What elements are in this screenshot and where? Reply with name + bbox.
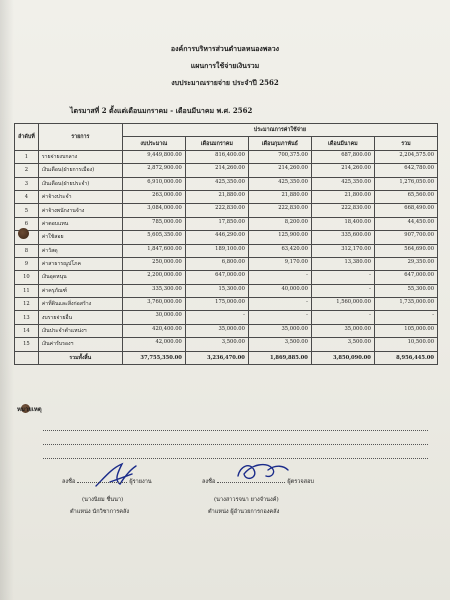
table-row: [15, 311, 438, 324]
row-total: 65,560.00: [374, 190, 437, 203]
row-item: เงินเดือน(ฝ่ายประจำ): [38, 177, 122, 190]
row-item: ค่าที่ดินและสิ่งก่อสร้าง: [38, 298, 122, 311]
row-march: -: [311, 311, 374, 324]
total-january: 3,236,470.00: [185, 351, 248, 364]
row-february: 222,830.00: [248, 204, 311, 217]
row-march: -: [311, 271, 374, 284]
row-item: ค่าจ้างประจำ: [38, 190, 122, 203]
row-february: 425,350.00: [248, 177, 311, 190]
table-row: [15, 338, 438, 351]
row-item: รายจ่ายงบกลาง: [38, 150, 122, 163]
row-total: 10,500.00: [374, 338, 437, 351]
row-item: ค่าตอบแทน: [38, 217, 122, 230]
row-no: 6: [15, 217, 39, 230]
table-row: [15, 231, 438, 244]
row-february: 214,260.00: [248, 164, 311, 177]
row-item: เงินอุดหนุน: [38, 271, 122, 284]
row-february: -: [248, 298, 311, 311]
row-total: 29,350.00: [374, 257, 437, 270]
table-row: [15, 204, 438, 217]
row-no: 12: [15, 298, 39, 311]
row-total: 642,780.00: [374, 164, 437, 177]
row-january: 6,800.00: [185, 257, 248, 270]
row-budget: 2,872,900.00: [122, 164, 185, 177]
row-january: 214,260.00: [185, 164, 248, 177]
total-no-cell: [15, 351, 39, 364]
row-item: ค่าวัสดุ: [38, 244, 122, 257]
row-february: 35,000.00: [248, 324, 311, 337]
right-sign-prefix: ลงชื่อ: [202, 479, 216, 485]
row-total: 55,300.00: [374, 284, 437, 297]
row-no: 8: [15, 244, 39, 257]
total-budget: 37,755,350.00: [122, 351, 185, 364]
row-budget: 3,084,000.00: [122, 204, 185, 217]
row-march: 425,350.00: [311, 177, 374, 190]
left-role: ผู้รายงาน: [129, 479, 152, 485]
row-february: 8,200.00: [248, 217, 311, 230]
table-row: [15, 217, 438, 230]
quarter-line: ไตรมาสที่ 2 ตั้งแต่เดือนมกราคม - เดือนมีนาคม พ.ศ. 2562: [70, 106, 253, 115]
row-january: 175,000.00: [185, 298, 248, 311]
left-signature-line: [62, 478, 152, 486]
row-february: 700,375.00: [248, 150, 311, 163]
row-february: 125,900.00: [248, 231, 311, 244]
row-budget: 9,449,800.00: [122, 150, 185, 163]
row-total: 105,000.00: [374, 324, 437, 337]
row-total: 2,204,575.00: [374, 150, 437, 163]
table-row: [15, 284, 438, 297]
document-header: [0, 40, 450, 91]
row-march: 335,600.00: [311, 231, 374, 244]
row-budget: 2,200,000.00: [122, 271, 185, 284]
row-item: งบรายจ่ายอื่น: [38, 311, 122, 324]
row-march: 18,400.00: [311, 217, 374, 230]
table-header-row: [15, 124, 438, 137]
row-january: 35,000.00: [185, 324, 248, 337]
table-row: [15, 177, 438, 190]
table-row: [15, 271, 438, 284]
table-row: [15, 298, 438, 311]
left-name: (นางนิยม ชื่นนา): [82, 497, 124, 503]
remark-line-2: [43, 444, 428, 445]
row-january: 446,290.00: [185, 231, 248, 244]
row-january: 21,880.00: [185, 190, 248, 203]
row-march: 1,560,000.00: [311, 298, 374, 311]
row-january: 189,100.00: [185, 244, 248, 257]
row-no: 13: [15, 311, 39, 324]
row-total: 564,690.00: [374, 244, 437, 257]
row-budget: 30,000.00: [122, 311, 185, 324]
row-no: 15: [15, 338, 39, 351]
table-row: [15, 324, 438, 337]
header-item: รายการ: [38, 124, 122, 151]
row-march: -: [311, 284, 374, 297]
row-total: 907,700.00: [374, 231, 437, 244]
table-body: [15, 150, 438, 351]
row-total: 44,450.00: [374, 217, 437, 230]
row-item: ค่าใช้สอย: [38, 231, 122, 244]
left-sign-dots: [77, 482, 127, 483]
row-total: 668,490.00: [374, 204, 437, 217]
header-no: ลำดับที่: [15, 124, 39, 151]
row-no: 11: [15, 284, 39, 297]
row-no: 2: [15, 164, 39, 177]
row-item: เงินค่ารับรองฯ: [38, 338, 122, 351]
row-january: 3,500.00: [185, 338, 248, 351]
total-march: 3,850,090.00: [311, 351, 374, 364]
right-role: ผู้ตรวจสอบ: [287, 479, 314, 485]
row-no: 4: [15, 190, 39, 203]
row-item: เงินประจำตำแหน่งฯ: [38, 324, 122, 337]
left-position: ตำแหน่ง นักวิชาการคลัง: [70, 509, 130, 515]
row-budget: 335,300.00: [122, 284, 185, 297]
row-budget: 3,760,000.00: [122, 298, 185, 311]
table-row: [15, 164, 438, 177]
header-budget: งบประมาณ: [122, 137, 185, 150]
row-march: 21,800.00: [311, 190, 374, 203]
row-january: -: [185, 311, 248, 324]
row-no: 1: [15, 150, 39, 163]
row-january: 17,850.00: [185, 217, 248, 230]
row-total: -: [374, 311, 437, 324]
row-february: 63,420.00: [248, 244, 311, 257]
row-total: 1,735,000.00: [374, 298, 437, 311]
row-no: 14: [15, 324, 39, 337]
right-sign-dots: [217, 482, 285, 483]
table-row: [15, 257, 438, 270]
header-february: เดือนกุมภาพันธ์: [248, 137, 311, 150]
row-no: 5: [15, 204, 39, 217]
left-sign-prefix: ลงชื่อ: [62, 479, 76, 485]
table-row: [15, 190, 438, 203]
table-row: [15, 244, 438, 257]
total-sum: 8,956,445.00: [374, 351, 437, 364]
row-budget: 420,400.00: [122, 324, 185, 337]
header-march: เดือนมีนาคม: [311, 137, 374, 150]
row-no: 3: [15, 177, 39, 190]
row-january: 816,400.00: [185, 150, 248, 163]
budget-table: [14, 123, 438, 365]
row-january: 647,000.00: [185, 271, 248, 284]
row-march: 312,170.00: [311, 244, 374, 257]
row-february: 3,500.00: [248, 338, 311, 351]
fiscal-year: งบประมาณรายจ่าย ประจำปี 2562: [171, 78, 279, 87]
row-budget: 263,000.00: [122, 190, 185, 203]
row-march: 222,830.00: [311, 204, 374, 217]
total-label: รวมทั้งสิ้น: [38, 351, 122, 364]
row-budget: 785,000.00: [122, 217, 185, 230]
right-position: ตำแหน่ง ผู้อำนวยการกองคลัง: [208, 509, 280, 515]
row-march: 13,380.00: [311, 257, 374, 270]
row-january: 15,300.00: [185, 284, 248, 297]
header-group: ประมาณการค่าใช้จ่าย: [122, 124, 437, 137]
row-february: -: [248, 271, 311, 284]
row-budget: 6,910,000.00: [122, 177, 185, 190]
right-name: (นางสาวรจนา ยางจำนงค์): [214, 497, 279, 503]
row-item: ค่าครุภัณฑ์: [38, 284, 122, 297]
punch-hole: [18, 228, 29, 239]
header-total: รวม: [374, 137, 437, 150]
row-january: 222,830.00: [185, 204, 248, 217]
row-item: ค่าสาธารณูปโภค: [38, 257, 122, 270]
row-march: 3,500.00: [311, 338, 374, 351]
row-february: -: [248, 311, 311, 324]
row-item: เงินเดือน(ฝ่ายการเมือง): [38, 164, 122, 177]
header-january: เดือนมกราคม: [185, 137, 248, 150]
row-march: 214,260.00: [311, 164, 374, 177]
total-row: [15, 351, 438, 364]
remarks-label: หมายเหตุ: [17, 406, 42, 413]
remark-line-1: [43, 430, 428, 431]
row-february: 9,170.00: [248, 257, 311, 270]
row-january: 425,350.00: [185, 177, 248, 190]
row-total: 1,276,050.00: [374, 177, 437, 190]
table-row: [15, 150, 438, 163]
organization-name: องค์การบริหารส่วนตำบลหนองพลวง: [170, 44, 280, 53]
right-signature-line: [202, 478, 314, 486]
row-march: 687,800.00: [311, 150, 374, 163]
row-budget: 250,000.00: [122, 257, 185, 270]
plan-title: แผนการใช้จ่ายเงินรวม: [190, 61, 260, 70]
total-february: 1,869,885.00: [248, 351, 311, 364]
row-february: 21,880.00: [248, 190, 311, 203]
row-march: 35,000.00: [311, 324, 374, 337]
row-no: 10: [15, 271, 39, 284]
row-total: 647,000.00: [374, 271, 437, 284]
row-budget: 42,000.00: [122, 338, 185, 351]
row-no: 9: [15, 257, 39, 270]
row-budget: 1,847,600.00: [122, 244, 185, 257]
row-budget: 5,605,350.00: [122, 231, 185, 244]
row-item: ค่าจ้างพนักงานจ้าง: [38, 204, 122, 217]
row-february: 40,000.00: [248, 284, 311, 297]
